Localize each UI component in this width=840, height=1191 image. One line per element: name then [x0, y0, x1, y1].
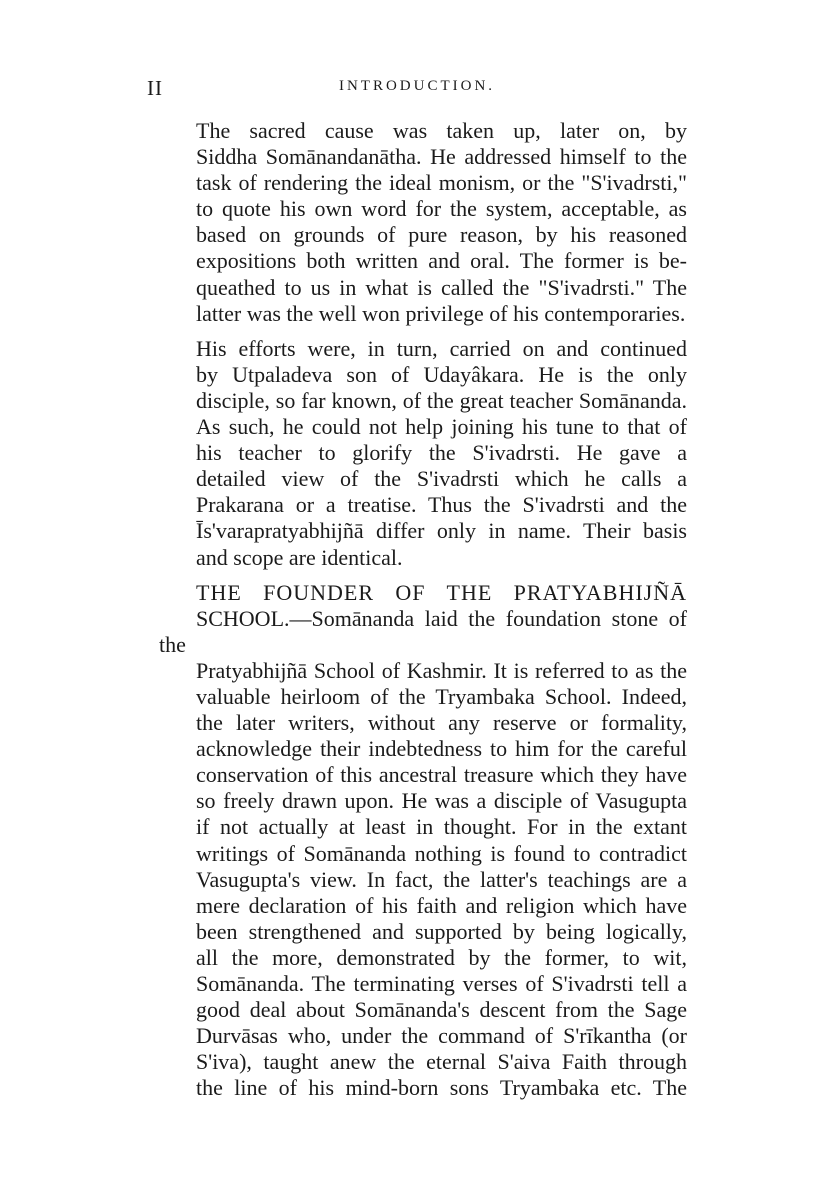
text-line: SCHOOL.—Somānanda laid the foundation stone of the — [159, 605, 687, 657]
section-heading: THE FOUNDER OF THE PRATYABHIJÑĀ — [196, 579, 687, 605]
text-line: by Utpaladeva son of Udayâkara. He is the only — [196, 361, 687, 387]
text-line: latter was the well won privilege of his contemporaries. — [196, 300, 686, 326]
text-line: S'iva), taught anew the eternal S'aiva Faith through — [196, 1049, 687, 1075]
text-line: acknowledge their indebtedness to him for the careful — [196, 736, 687, 762]
text-line: As such, he could not help joining his tune to that of — [196, 414, 687, 440]
page-number: II — [147, 76, 163, 100]
text-line: based on grounds of pure reason, by his reasoned — [196, 222, 687, 248]
text-line: writings of Somānanda nothing is found to contradict — [196, 840, 687, 866]
text-line: his teacher to glorify the S'ivadrsti. He gave a — [196, 440, 687, 466]
text-line: expositions both written and oral. The former is be- — [196, 248, 687, 274]
text-line: mere declaration of his faith and religion which have — [196, 892, 687, 918]
text-line: to quote his own word for the system, acceptable, as — [196, 196, 687, 222]
paragraph-1 — [159, 118, 687, 327]
text-line: The sacred cause was taken up, later on, by — [196, 118, 687, 143]
text-line: Prakarana or a treatise. Thus the S'ivadrsti and the — [196, 492, 687, 518]
text-line: detailed view of the S'ivadrsti which he calls a — [196, 466, 687, 492]
text-line: if not actually at least in thought. For in the extant — [196, 814, 687, 840]
text-line: valuable heirloom of the Tryambaka School. Indeed, — [196, 683, 687, 709]
text-line: the line of his mind-born sons Tryambaka etc. The — [196, 1075, 687, 1101]
text-line: Somānanda. The terminating verses of S'ivadrsti tell a — [196, 971, 687, 996]
text-line: the later writers, without any reserve or formality, — [196, 710, 687, 736]
text-line: Durvāsas who, under the command of S'rīkantha (or — [196, 1023, 687, 1049]
text-line: been strengthened and supported by being logically, — [196, 918, 687, 944]
text-line: Īs'varapratyabhijñā differ only in name. Their basis — [196, 518, 687, 544]
text-line: so freely drawn upon. He was a disciple of Vasugupta — [196, 788, 687, 814]
text-line: good deal about Somānanda's descent from the Sage — [196, 997, 687, 1023]
text-line: queathed to us in what is called the "S'ivadrsti." The — [196, 274, 687, 300]
text-line: task of rendering the ideal monism, or the "S'ivadrsti," — [196, 170, 687, 196]
text-line: His efforts were, in turn, carried on and continued — [196, 335, 687, 361]
text-line: conservation of this ancestral treasure which they have — [196, 762, 687, 788]
paragraph-3 — [159, 580, 687, 1102]
text-line: and scope are identical. — [196, 544, 403, 570]
text-line: disciple, so far known, of the great teacher Somānanda. — [196, 387, 687, 413]
text-line: all the more, demonstrated by the former, to wit, — [196, 944, 687, 970]
text-line: Siddha Somānandanātha. He addressed himself to the — [196, 144, 687, 170]
paragraph-2 — [159, 336, 687, 571]
running-title: INTRODUCTION. — [338, 78, 496, 94]
text-line: Pratyabhijñā School of Kashmir. It is referred to as the — [196, 657, 687, 683]
body-text — [159, 118, 687, 1110]
text-line: Vasugupta's view. In fact, the latter's teachings are a — [196, 866, 687, 892]
page-header — [147, 76, 687, 104]
